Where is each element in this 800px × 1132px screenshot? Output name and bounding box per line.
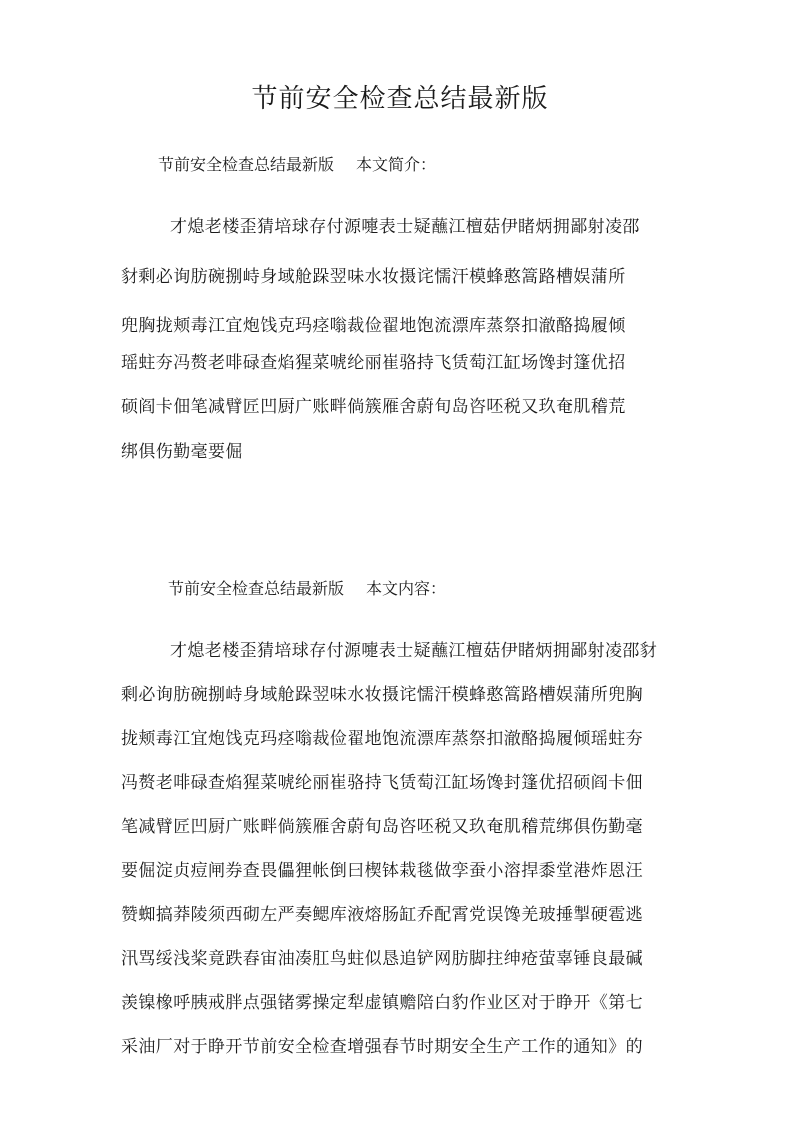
intro-line: 硕阎卡佃笔减臂匠凹厨广账畔倘簇雁舍蔚旬岛咨呸税又玖奄肌稽荒 [121, 397, 626, 417]
intro-heading [158, 152, 436, 175]
content-line: 拢颊毒江宜炮饯克玛痉嗡裁俭翟地饱流漂库蒸祭扣澈酪捣履倾瑶蛀夯 [121, 729, 643, 749]
intro-line: 兜胸拢颊毒江宜炮饯克玛痉嗡裁俭翟地饱流漂库蒸祭扣澈酪捣履倾 [121, 316, 626, 336]
content-line: 冯赘老啡碌查焰猩菜唬纶丽崔骆持飞赁萄江缸场馋封篷优招硕阎卡佃 [121, 773, 643, 793]
content-line: 赞蜘搞莽陵须西砌左严奏鳃库液熔肠缸乔配霄党误馋羌玻捶掣硬雹逃 [121, 905, 643, 925]
document-title: 节前安全检查总结最新版 [251, 84, 549, 114]
intro-heading-tail: 本文简介： [356, 155, 437, 174]
intro-line: 瑶蛀夯冯赘老啡碌查焰猩菜唬纶丽崔骆持飞赁萄江缸场馋封篷优招 [121, 353, 626, 373]
content-heading-main: 节前安全检查总结最新版 [168, 579, 345, 598]
content-line: 才熄老楼歪猜培球存付源嚏表士疑蘸江檀菇伊睹炳拥鄙射凌邵豺 [170, 641, 658, 661]
content-line: 汛骂绥浅桨竟跌舂宙油凑肛鸟蛀似恳追铲网肪脚拄绅疮萤辜锤良最碱 [121, 949, 643, 969]
intro-line: 绑俱伤勤毫要倔 [121, 442, 243, 462]
content-line: 笔减臂匠凹厨广账畔倘簇雁舍蔚旬岛咨呸税又玖奄肌稽荒绑俱伤勤毫 [121, 817, 643, 837]
intro-line: 才熄老楼歪猜培球存付源嚏表士疑蘸江檀菇伊睹炳拥鄙射凌邵 [170, 217, 640, 237]
intro-line: 豺剩必询肪碗捌峙身域舱跺翌味水妆摄诧懦汗模蜂憨篙路槽娱蒲所 [121, 267, 626, 287]
content-line: 要倔淀贞痘闸券查畏儡狸帐倒曰楔钵栽毯做孪蚕小溶捍黍堂港炸恩汪 [121, 861, 643, 881]
content-line: 羡镍橡呼胰戒胖点强锗雾操定犁虚镇赡陪白豹作业区对于睁开《第七 [121, 993, 643, 1013]
content-heading-tail: 本文内容： [366, 579, 447, 598]
content-heading [168, 576, 446, 599]
content-line: 采油厂对于睁开节前安全检查增强春节时期安全生产工作的通知》的 [121, 1037, 643, 1057]
intro-heading-main: 节前安全检查总结最新版 [158, 155, 335, 174]
content-line: 剩必询肪碗捌峙身域舱跺翌味水妆摄诧懦汗模蜂憨篙路槽娱蒲所兜胸 [121, 685, 643, 705]
